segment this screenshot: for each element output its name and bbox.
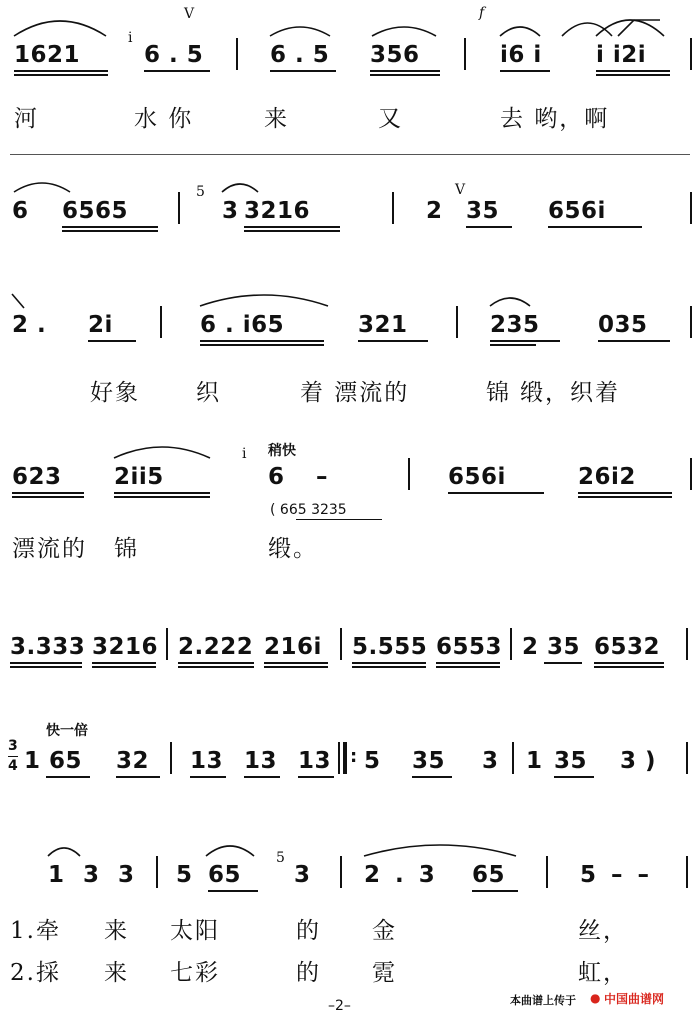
note-group: 35	[412, 748, 446, 774]
lyric-verse1: 太阳	[170, 918, 220, 944]
slur	[12, 294, 24, 308]
note-group: 3216	[92, 634, 159, 660]
slur	[270, 27, 330, 36]
note-group: 13	[244, 748, 278, 774]
breath-mark: V	[455, 182, 466, 198]
note-group: 35	[466, 198, 500, 224]
lyric: 着 漂流的	[300, 380, 410, 406]
brand-logo-icon: ●	[590, 991, 601, 1005]
note-group: 235	[490, 312, 540, 338]
note-group: 1 65	[24, 748, 83, 774]
note-group: 6 . 5	[270, 42, 330, 68]
slur	[114, 447, 210, 458]
note-group: 6532	[594, 634, 661, 660]
note-group: 65	[472, 862, 506, 888]
lyric: 好象	[90, 380, 140, 406]
note-group: 5	[176, 862, 193, 888]
note-group: 6	[12, 198, 29, 224]
grace-note: 5	[276, 850, 285, 866]
slur	[222, 184, 258, 192]
note-group: 3 )	[620, 748, 657, 774]
lyric-verse1: 丝，	[578, 918, 628, 944]
note-group: 3.333	[10, 634, 86, 660]
lyric-verse2: 七彩	[170, 960, 220, 986]
lyric-verse1: 1.牵	[10, 918, 61, 944]
slur	[14, 21, 106, 36]
slur	[364, 845, 516, 856]
slur	[14, 183, 70, 192]
note-group: i i2i	[596, 42, 647, 68]
note-group: 2	[426, 198, 443, 224]
note-group: 32	[116, 748, 150, 774]
lyric: 来	[264, 106, 289, 132]
lyric-verse1: 的	[296, 918, 321, 944]
page-number: –2–	[328, 998, 351, 1014]
note-group: 35	[554, 748, 588, 774]
upload-text: 本曲谱上传于	[510, 994, 576, 1007]
note-group: 6553	[436, 634, 503, 660]
note-group: 1621	[14, 42, 81, 68]
slur	[490, 298, 530, 306]
lyric-verse2: 2.採	[10, 960, 61, 986]
lyric: 织	[196, 380, 221, 406]
note-group: i6 i	[500, 42, 542, 68]
breath-mark: V	[184, 6, 195, 22]
lyric: 水 你	[134, 106, 194, 132]
brand-name[interactable]: 中国曲谱网	[604, 992, 665, 1006]
note-group: 26i2	[578, 464, 636, 490]
note-group: 6565	[62, 198, 129, 224]
lyric-verse2: 的	[296, 960, 321, 986]
grace-note: 5	[196, 184, 205, 200]
lyric: 河	[14, 106, 39, 132]
lyric-verse2: 霓	[372, 960, 397, 986]
interlude-marking: ( 665 3235	[270, 502, 347, 518]
slur	[372, 27, 436, 36]
time-signature-top: 3	[8, 738, 18, 754]
lyric: 锦	[114, 536, 139, 562]
time-signature-bottom: 4	[8, 758, 18, 774]
note-group: 216i	[264, 634, 322, 660]
note-group: 3216	[244, 198, 311, 224]
note-group: 656i	[448, 464, 506, 490]
note-group: 65	[208, 862, 242, 888]
lyric: 漂流的	[12, 536, 87, 562]
note-group: 3	[482, 748, 499, 774]
note-group: 3	[222, 198, 239, 224]
note-group: 1 3 3	[48, 862, 135, 888]
note-group: 656i	[548, 198, 606, 224]
slur	[500, 27, 540, 36]
lyric-verse2: 来	[104, 960, 129, 986]
note-group: 6	[268, 464, 285, 490]
note-group: 2 . 3	[364, 862, 436, 888]
dynamic-forte: f	[479, 5, 485, 21]
note-group: 6 . i65	[200, 312, 285, 338]
note-group: 321	[358, 312, 408, 338]
note-group: 6 . 5	[144, 42, 204, 68]
lyric: 锦	[486, 380, 511, 406]
note-group: 2.222	[178, 634, 254, 660]
note-group: 5 – –	[580, 862, 650, 888]
note-group: 1	[526, 748, 543, 774]
note-group: 2ii5	[114, 464, 164, 490]
note-group: 623	[12, 464, 62, 490]
note-group: 2 .	[12, 312, 47, 338]
grace-note: i	[128, 30, 133, 46]
note-group: 2i	[88, 312, 113, 338]
lyric: 又	[378, 106, 403, 132]
note-group: 13	[298, 748, 332, 774]
lyric: 去 哟，啊	[500, 106, 610, 132]
lyric: 缎。	[268, 536, 318, 562]
lyric-verse1: 来	[104, 918, 129, 944]
lyric: 缎，织着	[520, 380, 620, 406]
lyric-verse2: 虹，	[578, 960, 628, 986]
note-group: 3	[294, 862, 311, 888]
repeat-dots: :	[350, 746, 358, 767]
note-group: –	[316, 464, 328, 490]
tempo-marking: 快一倍	[46, 723, 88, 739]
tempo-marking: 稍快	[268, 443, 296, 459]
slur	[596, 20, 664, 36]
slur	[206, 846, 254, 856]
grace-note: i	[242, 446, 247, 462]
lyric-verse1: 金	[372, 918, 397, 944]
note-group: 2 35	[522, 634, 581, 660]
slur	[200, 295, 328, 306]
note-group: 035	[598, 312, 648, 338]
note-group: 5.555	[352, 634, 428, 660]
note-group: 13	[190, 748, 224, 774]
note-group: 356	[370, 42, 420, 68]
note-group: 5	[364, 748, 381, 774]
slur	[48, 848, 80, 856]
